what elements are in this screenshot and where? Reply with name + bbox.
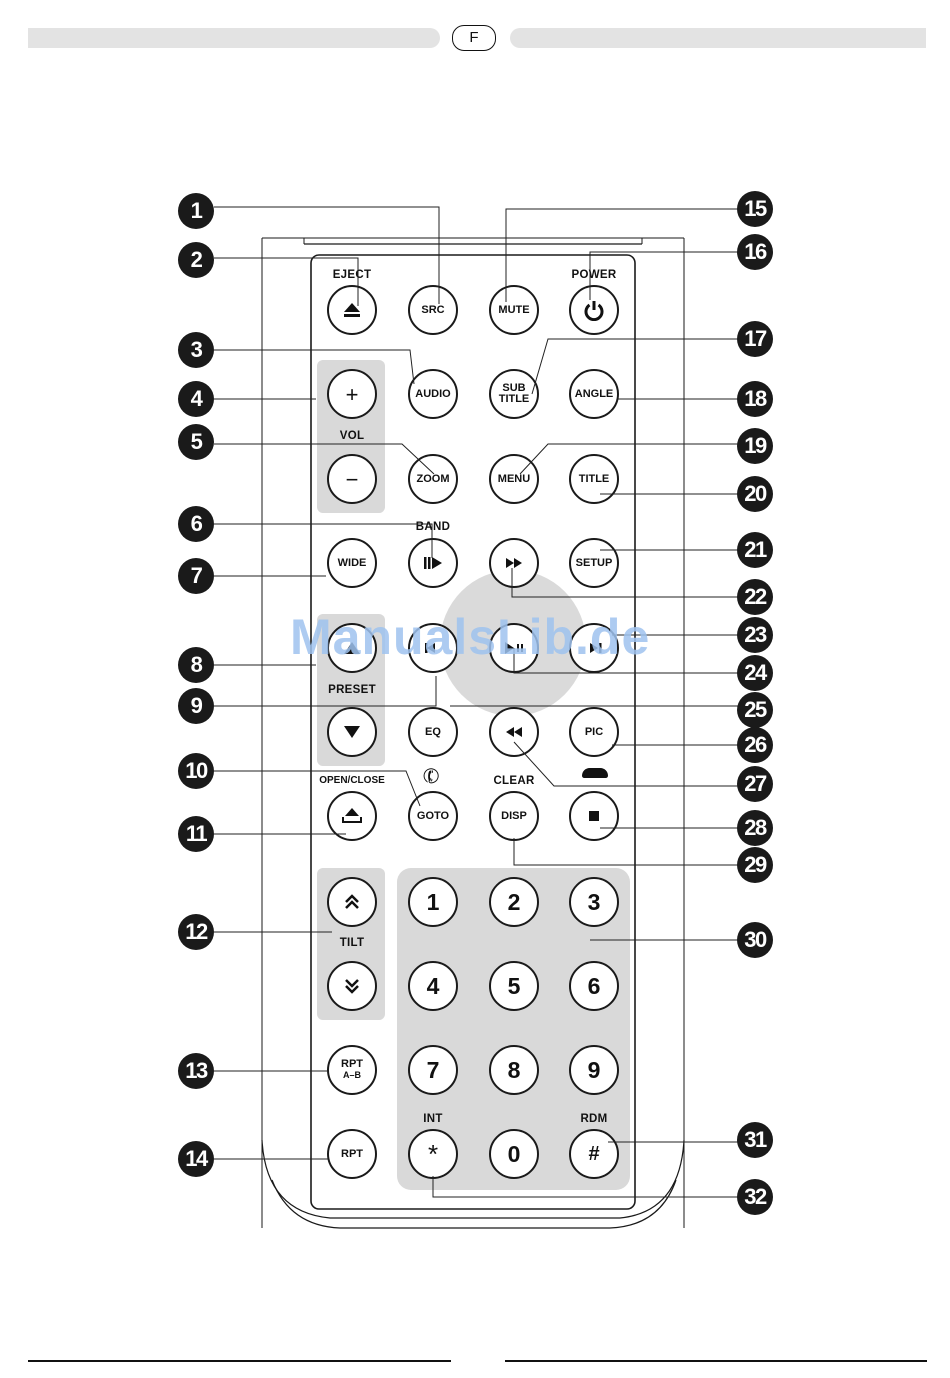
label-int: INT <box>423 1113 443 1125</box>
callout-14: 14 <box>178 1141 214 1177</box>
src-button[interactable]: SRC <box>408 285 458 335</box>
wide-button[interactable]: WIDE <box>327 538 377 588</box>
vol-minus-button[interactable]: − <box>327 454 377 504</box>
key-8[interactable]: 8 <box>489 1045 539 1095</box>
label-eject: EJECT <box>332 269 372 281</box>
key-2[interactable]: 2 <box>489 877 539 927</box>
label-open-close: OPEN/CLOSE <box>319 775 385 786</box>
stop-button[interactable] <box>569 791 619 841</box>
callout-8: 8 <box>178 647 214 683</box>
power-icon <box>583 299 605 321</box>
rpt-ab-line1: RPT <box>341 1058 363 1070</box>
callout-32: 32 <box>737 1179 773 1215</box>
mute-button[interactable]: MUTE <box>489 285 539 335</box>
callout-9: 9 <box>178 688 214 724</box>
rewind-button[interactable] <box>489 707 539 757</box>
footer-line-left <box>28 1360 451 1362</box>
tilt-up-button[interactable] <box>327 877 377 927</box>
key-5[interactable]: 5 <box>489 961 539 1011</box>
vol-plus-button[interactable]: + <box>327 369 377 419</box>
key-0[interactable]: 0 <box>489 1129 539 1179</box>
language-badge: F <box>452 25 496 51</box>
fast-forward-button[interactable] <box>489 538 539 588</box>
callout-30: 30 <box>737 922 773 958</box>
callout-11: 11 <box>178 816 214 852</box>
key-1[interactable]: 1 <box>408 877 458 927</box>
callout-16: 16 <box>737 234 773 270</box>
callout-13: 13 <box>178 1053 214 1089</box>
preset-down-button[interactable] <box>327 707 377 757</box>
callout-5: 5 <box>178 424 214 460</box>
label-clear: CLEAR <box>493 775 535 787</box>
callout-7: 7 <box>178 558 214 594</box>
callout-27: 27 <box>737 766 773 802</box>
label-rdm: RDM <box>580 1113 608 1125</box>
eject-button[interactable] <box>327 285 377 335</box>
callout-12: 12 <box>178 914 214 950</box>
subtitle-line1: SUB <box>502 382 526 394</box>
phone-hangup-icon <box>582 768 608 778</box>
title-button[interactable]: TITLE <box>569 454 619 504</box>
callout-3: 3 <box>178 332 214 368</box>
open-close-button[interactable] <box>327 791 377 841</box>
rewind-icon <box>504 725 524 739</box>
down-triangle-icon <box>343 724 361 740</box>
band-slow-button[interactable] <box>408 538 458 588</box>
callout-6: 6 <box>178 506 214 542</box>
callout-4: 4 <box>178 381 214 417</box>
callout-24: 24 <box>737 655 773 691</box>
key-9[interactable]: 9 <box>569 1045 619 1095</box>
setup-button[interactable]: SETUP <box>569 538 619 588</box>
label-vol: VOL <box>339 430 365 442</box>
fast-forward-icon <box>504 556 524 570</box>
key-7[interactable]: 7 <box>408 1045 458 1095</box>
rpt-button[interactable]: RPT <box>327 1129 377 1179</box>
callout-21: 21 <box>737 532 773 568</box>
rpt-ab-button[interactable] <box>327 1045 377 1095</box>
zoom-button[interactable]: ZOOM <box>408 454 458 504</box>
slow-play-icon <box>422 555 444 571</box>
eq-button[interactable]: EQ <box>408 707 458 757</box>
subtitle-button[interactable] <box>489 369 539 419</box>
key-6[interactable]: 6 <box>569 961 619 1011</box>
callout-29: 29 <box>737 847 773 883</box>
tilt-down-button[interactable] <box>327 961 377 1011</box>
callout-2: 2 <box>178 242 214 278</box>
eject-icon <box>342 301 362 319</box>
label-band: BAND <box>415 521 451 533</box>
label-power: POWER <box>571 269 617 281</box>
goto-button[interactable]: GOTO <box>408 791 458 841</box>
key-4[interactable]: 4 <box>408 961 458 1011</box>
menu-button[interactable]: MENU <box>489 454 539 504</box>
callout-22: 22 <box>737 579 773 615</box>
watermark-text: ManualsLib.de <box>290 609 651 665</box>
rpt-ab-line2: A–B <box>342 1070 361 1080</box>
callout-23: 23 <box>737 617 773 653</box>
label-preset: PRESET <box>328 684 376 696</box>
audio-button[interactable]: AUDIO <box>408 369 458 419</box>
label-tilt: TILT <box>339 937 365 949</box>
callout-31: 31 <box>737 1122 773 1158</box>
double-chevron-down-icon <box>343 977 361 995</box>
pic-button[interactable]: PIC <box>569 707 619 757</box>
key-hash[interactable]: # <box>569 1129 619 1179</box>
power-button[interactable] <box>569 285 619 335</box>
callout-28: 28 <box>737 810 773 846</box>
subtitle-line2: TITLE <box>498 393 530 405</box>
callout-10: 10 <box>178 753 214 789</box>
callout-19: 19 <box>737 428 773 464</box>
callout-15: 15 <box>737 191 773 227</box>
key-star[interactable]: * <box>408 1129 458 1179</box>
phone-answer-icon: ✆ <box>419 763 444 791</box>
double-chevron-up-icon <box>343 893 361 911</box>
stop-icon <box>588 810 600 822</box>
callout-25: 25 <box>737 692 773 728</box>
callout-20: 20 <box>737 476 773 512</box>
open-close-icon <box>340 806 364 826</box>
callout-1: 1 <box>178 193 214 229</box>
key-3[interactable]: 3 <box>569 877 619 927</box>
disp-button[interactable]: DISP <box>489 791 539 841</box>
angle-button[interactable]: ANGLE <box>569 369 619 419</box>
footer-line-right <box>505 1360 927 1362</box>
callout-17: 17 <box>737 321 773 357</box>
callout-26: 26 <box>737 727 773 763</box>
callout-18: 18 <box>737 381 773 417</box>
